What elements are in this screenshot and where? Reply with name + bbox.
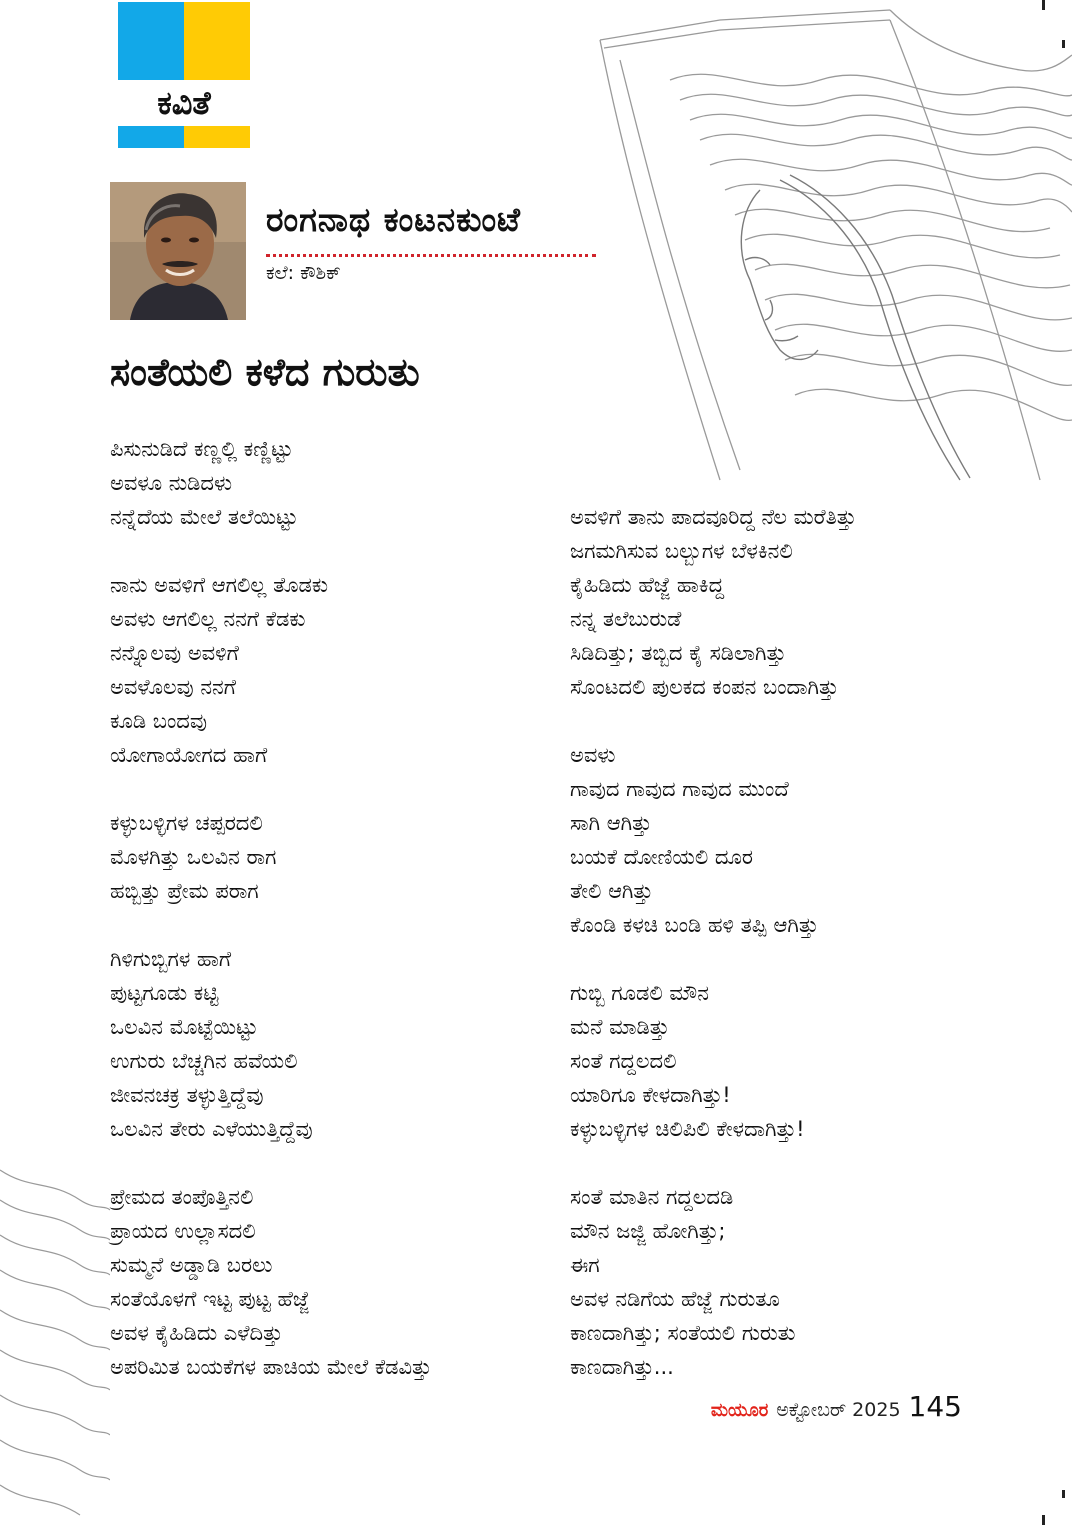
- issue-date: ಅಕ್ಟೋಬರ್ 2025: [776, 1399, 901, 1421]
- section-badge-bottom: [118, 126, 250, 148]
- poem-line: ಗಿಳಿಗುಬ್ಬಿಗಳ ಹಾಗೆ: [110, 947, 232, 971]
- stanza-break: [570, 942, 856, 976]
- badge-yellow-strip: [184, 126, 250, 148]
- page-number: 145: [908, 1390, 962, 1423]
- poem-line: ಅವಳು: [570, 743, 616, 767]
- badge-blue-strip: [118, 126, 184, 148]
- poem-line: ಮೌನ ಜಜ್ಜಿ ಹೋಗಿತ್ತು;: [570, 1219, 726, 1243]
- poem-left-column: [110, 432, 432, 1384]
- poem-line: ಕೈಹಿಡಿದು ಹೆಜ್ಜೆ ಹಾಕಿದ್ದ: [570, 573, 725, 597]
- poem-line: ನನ್ನ ತಲೆಬುರುಡೆ: [570, 607, 682, 631]
- poem-line: ಹಬ್ಬಿತ್ತು ಪ್ರೇಮ ಪರಾಗ: [110, 879, 259, 903]
- poem-line: ಗಾವುದ ಗಾವುದ ಗಾವುದ ಮುಂದೆ: [570, 777, 789, 801]
- badge-blue-block: [118, 2, 184, 80]
- page-footer: [711, 1390, 962, 1423]
- poem-line: ಮನೆ ಮಾಡಿತ್ತು: [570, 1015, 670, 1039]
- poem-line: ಜೀವನಚಕ್ರ ತಳ್ಳುತ್ತಿದ್ದೆವು: [110, 1083, 264, 1107]
- poem-line: ಅವಳೂ ನುಡಿದಳು: [110, 471, 233, 495]
- poem-line: ಸಾಗಿ ಆಗಿತ್ತು: [570, 811, 652, 835]
- badge-yellow-block: [184, 2, 250, 80]
- stanza-break: [570, 704, 856, 738]
- poem-line: ಯಾರಿಗೂ ಕೇಳದಾಗಿತ್ತು!: [570, 1083, 731, 1107]
- poem-line: ಸಂತೆ ಮಾತಿನ ಗದ್ದಲದಡಿ: [570, 1185, 734, 1209]
- art-credit: ಕಲೆ: ಕೌಶಿಕ್: [266, 262, 341, 284]
- poem-line: ಕಳ್ಳುಬಳ್ಳಿಗಳ ಚಿಲಿಪಿಲಿ ಕೇಳದಾಗಿತ್ತು!: [570, 1117, 805, 1141]
- stanza-break: [110, 772, 432, 806]
- author-portrait-image: [110, 182, 246, 320]
- author-photo: [110, 182, 246, 320]
- section-label: ಕವಿತೆ: [118, 80, 250, 126]
- poem-line: ಸಿಡಿದಿತ್ತು; ತಬ್ಬಿದ ಕೈ ಸಡಿಲಾಗಿತ್ತು: [570, 641, 787, 665]
- poem-line: ಉಗುರು ಬೆಚ್ಚಗಿನ ಹವೆಯಲಿ: [110, 1049, 298, 1073]
- author-name: ರಂಗನಾಥ ಕಂಟನಕುಂಟೆ: [266, 200, 521, 239]
- poem-line: ಬಯಕೆ ದೋಣಿಯಲಿ ದೂರ: [570, 845, 754, 869]
- poem-line: ಮೊಳಗಿತ್ತು ಒಲವಿನ ರಾಗ: [110, 845, 277, 869]
- poem-line: ಪ್ರಾಯದ ಉಲ್ಲಾಸದಲಿ: [110, 1219, 256, 1243]
- poem-right-column: [570, 500, 856, 1384]
- poem-line: ಕಳ್ಳುಬಳ್ಳಿಗಳ ಚಪ್ಪರದಲಿ: [110, 811, 263, 835]
- poem-line: ಕೊಂಡಿ ಕಳಚಿ ಬಂಡಿ ಹಳಿ ತಪ್ಪಿ ಆಗಿತ್ತು: [570, 913, 819, 937]
- stanza-break: [110, 1146, 432, 1180]
- poem-line: ನನ್ನೆದೆಯ ಮೇಲೆ ತಲೆಯಿಟ್ಟು: [110, 505, 298, 529]
- illustration-sketch-bottom: [0, 1160, 110, 1525]
- section-badge: [118, 2, 250, 148]
- poem-line: ನಾನು ಅವಳಿಗೆ ಆಗಲಿಲ್ಲ ತೊಡಕು: [110, 573, 329, 597]
- poem-line: ಅವಳಿಗೆ ತಾನು ಪಾದವೂರಿದ್ದ ನೆಲ ಮರೆತಿತ್ತು: [570, 505, 857, 529]
- poem-line: ಸುಮ್ಮನೆ ಅಡ್ಡಾಡಿ ಬರಲು: [110, 1253, 273, 1277]
- poem-line: ಅವಳು ಆಗಲಿಲ್ಲ ನನಗೆ ಕೆಡಕು: [110, 607, 306, 631]
- poem-line: ಕಾಣದಾಗಿತ್ತು...: [570, 1355, 674, 1379]
- poem-line: ಪಿಸುನುಡಿದೆ ಕಣ್ಣಲ್ಲಿ ಕಣ್ಣಿಟ್ಟು: [110, 437, 293, 461]
- crop-mark-bottom-right: [1042, 1515, 1045, 1525]
- poem-line: ಸಂತೆ ಗದ್ದಲದಲಿ: [570, 1049, 677, 1073]
- stanza-break: [570, 1146, 856, 1180]
- poem-line: ಸಂತೆಯೊಳಗೆ ಇಟ್ಟ ಪುಟ್ಟ ಹೆಜ್ಜೆ: [110, 1287, 310, 1311]
- poem-line: ತೇಲಿ ಆಗಿತ್ತು: [570, 879, 654, 903]
- poem-line: ಪುಟ್ಟಗೂಡು ಕಟ್ಟಿ: [110, 981, 219, 1005]
- poem-line: ಈಗ: [570, 1253, 600, 1277]
- poem-line: ಅವಳ ಕೈಹಿಡಿದು ಎಳೆದಿತ್ತು: [110, 1321, 283, 1345]
- poem-line: ಪ್ರೇಮದ ತಂಪೊತ್ತಿನಲಿ: [110, 1185, 254, 1209]
- magazine-name: ಮಯೂರ: [710, 1400, 769, 1421]
- poem-line: ಕಾಣದಾಗಿತ್ತು; ಸಂತೆಯಲಿ ಗುರುತು: [570, 1321, 796, 1345]
- poem-line: ನನ್ನೊಲವು ಅವಳಿಗೆ: [110, 641, 239, 665]
- poem-line: ಒಲವಿನ ಮೊಟ್ಟೆಯಿಟ್ಟು: [110, 1015, 258, 1039]
- poem-line: ಅವಳ ನಡಿಗೆಯ ಹೆಜ್ಜೆ ಗುರುತೂ: [570, 1287, 780, 1311]
- stanza-break: [110, 534, 432, 568]
- poem-line: ಅಪರಿಮಿತ ಬಯಕೆಗಳ ಪಾಚಿಯ ಮೇಲೆ ಕೆಡವಿತ್ತು: [110, 1355, 432, 1379]
- crop-mark-right-lower: [1062, 1490, 1065, 1498]
- illustration-sketch: [560, 0, 1072, 500]
- poem-line: ಒಲವಿನ ತೇರು ಎಳೆಯುತ್ತಿದ್ದೆವು: [110, 1117, 313, 1141]
- poem-line: ಅವಳೊಲವು ನನಗೆ: [110, 675, 236, 699]
- poem-line: ಜಗಮಗಿಸುವ ಬಲ್ಬುಗಳ ಬೆಳಕಿನಲಿ: [570, 539, 793, 563]
- poem-title: ಸಂತೆಯಲಿ ಕಳೆದ ಗುರುತು: [110, 350, 420, 394]
- poem-line: ಸೊಂಟದಲಿ ಪುಲಕದ ಕಂಪನ ಬಂದಾಗಿತ್ತು: [570, 675, 839, 699]
- section-badge-top: [118, 2, 250, 80]
- poem-line: ಕೂಡಿ ಬಂದವು: [110, 709, 207, 733]
- poem-line: ಯೋಗಾಯೋಗದ ಹಾಗೆ: [110, 743, 268, 767]
- dotted-divider: [266, 254, 596, 257]
- stanza-break: [110, 908, 432, 942]
- poem-line: ಗುಬ್ಬಿ ಗೂಡಲಿ ಮೌನ: [570, 981, 709, 1005]
